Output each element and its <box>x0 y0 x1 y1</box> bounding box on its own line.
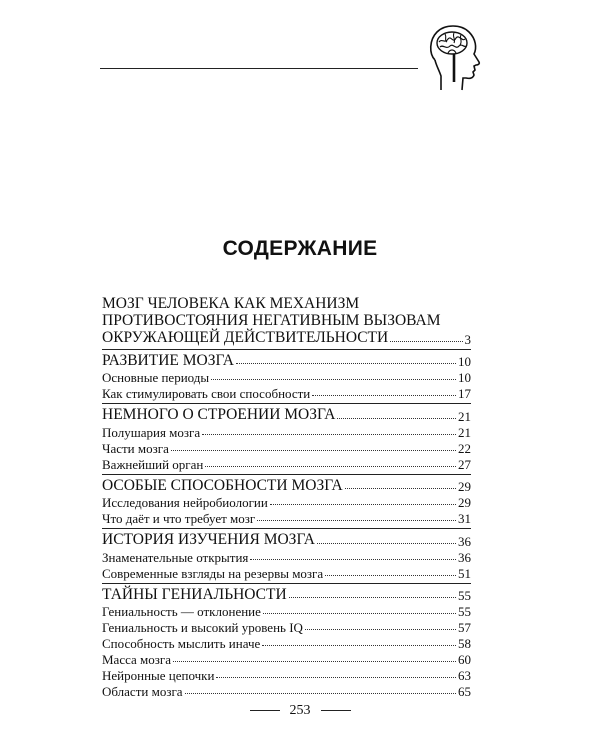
dot-leader <box>202 434 456 435</box>
toc-section-entry[interactable] <box>102 551 471 564</box>
dot-leader <box>263 613 456 614</box>
page-footer <box>0 703 600 719</box>
dot-leader <box>317 543 456 544</box>
dot-leader <box>171 450 456 451</box>
chapter-title-line: МОЗГ ЧЕЛОВЕКА КАК МЕХАНИЗМ <box>102 295 360 312</box>
page-number: 65 <box>458 684 471 699</box>
page-number: 3 <box>464 331 471 347</box>
page-number: 51 <box>458 565 471 581</box>
toc-section-entry[interactable] <box>102 637 471 650</box>
toc-chapter-entry[interactable] <box>102 528 471 548</box>
toc-chapter-entry[interactable] <box>102 349 471 369</box>
section-title: Нейронные цепочки <box>102 668 215 683</box>
chapter-title: ТАЙНЫ ГЕНИАЛЬНОСТИ <box>102 585 287 603</box>
page-number: 57 <box>458 620 471 635</box>
header-rule <box>100 68 418 69</box>
chapter-title: ИСТОРИЯ ИЗУЧЕНИЯ МОЗГА <box>102 531 315 548</box>
section-title: Полушария мозга <box>102 424 201 440</box>
dot-leader <box>270 504 456 505</box>
page-number: 31 <box>458 511 471 526</box>
page-number: 21 <box>458 408 471 424</box>
dot-leader <box>185 693 456 694</box>
dot-leader <box>216 677 456 678</box>
toc-section-entry[interactable] <box>102 426 471 439</box>
brain-head-icon <box>421 20 483 92</box>
section-title: Гениальность — отклонение <box>102 604 261 619</box>
toc-chapter-entry[interactable] <box>102 296 471 346</box>
chapter-title: ОКРУЖАЮЩЕЙ ДЕЙСТВИТЕЛЬНОСТИ <box>102 329 389 346</box>
table-of-contents <box>102 296 471 698</box>
toc-chapter-entry[interactable] <box>102 474 471 494</box>
toc-chapter-entry[interactable] <box>102 403 471 423</box>
section-title: Способность мыслить иначе <box>102 636 261 651</box>
section-title: Знаменательные открытия <box>102 549 249 565</box>
toc-section-entry[interactable] <box>102 442 471 455</box>
toc-section-entry[interactable] <box>102 669 471 682</box>
toc-section-entry[interactable] <box>102 496 471 509</box>
page-number: 10 <box>458 354 471 369</box>
page-number: 27 <box>458 456 471 472</box>
page-number: 60 <box>458 652 471 667</box>
page-number: 29 <box>458 479 471 494</box>
toc-section-entry[interactable] <box>102 685 471 698</box>
chapter-title-line: ПРОТИВОСТОЯНИЯ НЕГАТИВНЫМ ВЫЗОВАМ <box>102 312 441 329</box>
toc-section-entry[interactable] <box>102 567 471 580</box>
section-title: Исследования нейробиологии <box>102 495 268 510</box>
chapter-title: НЕМНОГО О СТРОЕНИИ МОЗГА <box>102 406 336 423</box>
dot-leader <box>236 363 456 364</box>
section-title: Области мозга <box>102 684 183 699</box>
dot-leader <box>205 466 456 467</box>
dot-leader <box>337 418 456 419</box>
toc-section-entry[interactable] <box>102 605 471 618</box>
section-title: Гениальность и высокий уровень IQ <box>102 620 303 635</box>
dot-leader <box>345 488 456 489</box>
section-title: Как стимулировать свои способности <box>102 386 311 401</box>
footer-dash-left <box>250 710 280 711</box>
dot-leader <box>390 341 462 342</box>
section-title: Современные взгляды на резервы мозга <box>102 565 324 581</box>
page-number: 55 <box>458 588 471 603</box>
footer-dash-right <box>321 710 351 711</box>
section-title: Что даёт и что требует мозг <box>102 511 256 526</box>
toc-section-entry[interactable] <box>102 512 471 525</box>
dot-leader <box>257 520 456 521</box>
section-title: Основные периоды <box>102 370 210 385</box>
toc-section-entry[interactable] <box>102 387 471 400</box>
dot-leader <box>289 597 456 598</box>
toc-section-entry[interactable] <box>102 371 471 384</box>
chapter-title: РАЗВИТИЕ МОЗГА <box>102 351 234 369</box>
page-number: 10 <box>458 370 471 385</box>
page-number: 55 <box>458 604 471 619</box>
page-number: 36 <box>458 549 471 565</box>
section-title: Масса мозга <box>102 652 172 667</box>
page-number: 36 <box>458 533 471 549</box>
dot-leader <box>305 629 456 630</box>
dot-leader <box>211 379 456 380</box>
dot-leader <box>312 395 456 396</box>
toc-title: СОДЕРЖАНИЕ <box>222 237 378 260</box>
page-number: 29 <box>458 495 471 510</box>
dot-leader <box>250 559 456 560</box>
section-title: Части мозга <box>102 440 169 456</box>
page-number: 21 <box>458 424 471 440</box>
page-number: 58 <box>458 636 471 651</box>
toc-section-entry[interactable] <box>102 458 471 471</box>
dot-leader <box>325 575 456 576</box>
page-number: 17 <box>458 386 471 401</box>
toc-section-entry[interactable] <box>102 653 471 666</box>
page-number: 63 <box>458 668 471 683</box>
page-folio-number: 253 <box>289 703 311 718</box>
section-title: Важнейший орган <box>102 456 204 472</box>
page-number: 22 <box>458 440 471 456</box>
dot-leader <box>173 661 456 662</box>
chapter-title: ОСОБЫЕ СПОСОБНОСТИ МОЗГА <box>102 476 343 494</box>
dot-leader <box>262 645 456 646</box>
toc-chapter-entry[interactable] <box>102 583 471 603</box>
toc-section-entry[interactable] <box>102 621 471 634</box>
